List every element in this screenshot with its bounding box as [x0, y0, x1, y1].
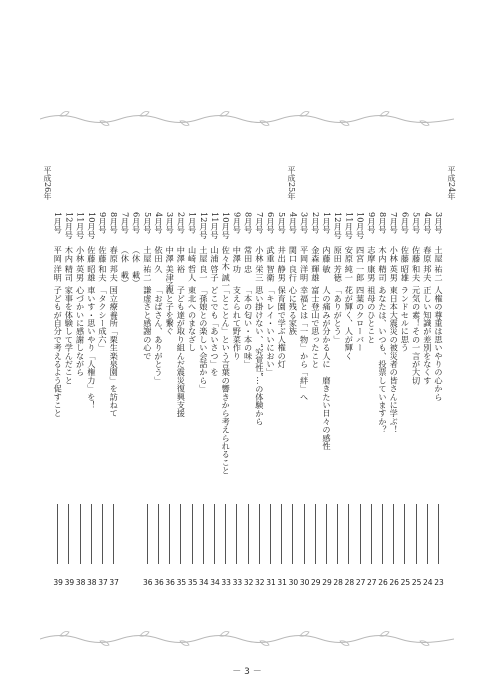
entry-page: 31 [266, 578, 276, 587]
entry-title: 国立療養所「栗生楽泉園」を訪ねて [109, 286, 120, 418]
toc-entry [389, 212, 399, 588]
entry-title: 「ありがとう」 [333, 286, 344, 344]
entry-author: 関口 良行 [288, 246, 299, 282]
leader-line [91, 504, 92, 564]
leader-line [203, 504, 204, 564]
entry-title: 「とことん」という言葉の響きから考えられること [221, 286, 232, 475]
leader-line [404, 504, 405, 564]
entry-month: 10月号 [221, 212, 232, 239]
entry-title: 「おばさん、ありがとう」 [154, 286, 164, 385]
year-heading: 平成25年 [287, 166, 296, 201]
entry-page: 36 [143, 578, 153, 587]
entry-page: 37 [109, 578, 119, 587]
toc-entry [199, 212, 209, 588]
entry-author: 井出 静男 [277, 246, 288, 282]
toc-entry [434, 212, 444, 588]
entry-month: 3月号 [434, 212, 444, 234]
toc-entry [322, 212, 332, 588]
entry-title: 人権の尊重は思いやりの心から [434, 286, 444, 401]
entry-author: 平岡 洋明 [299, 246, 310, 282]
entry-month: 7月号 [120, 212, 131, 234]
toc-entry [266, 212, 276, 588]
entry-month: 5月号 [142, 212, 153, 234]
entry-month: 6月号 [266, 212, 276, 234]
entry-page: 23 [434, 578, 444, 587]
leader-line [169, 504, 170, 564]
entry-page: 32 [243, 578, 254, 587]
entry-page: 28 [344, 578, 355, 587]
entry-title: 子どもが自分で考えるよう促すこと [53, 286, 64, 418]
entry-page: 30 [288, 578, 299, 587]
entry-month: 5月号 [277, 212, 288, 234]
entry-month: 1月号 [53, 212, 64, 234]
entry-page: 26 [389, 578, 399, 587]
page-number: － 3 － [232, 667, 262, 677]
leader-line [348, 504, 349, 564]
vine-ornament-bottom [40, 628, 454, 650]
entry-month: 9月号 [366, 212, 377, 234]
leader-line [192, 504, 193, 564]
toc-entry [109, 212, 119, 588]
entry-page: 32 [255, 578, 265, 587]
entry-author: 依田 久 [154, 246, 164, 274]
entry-author: 金森 輝雄 [310, 246, 321, 282]
entry-page: 29 [322, 578, 332, 587]
entry-month: 10月号 [86, 212, 97, 239]
entry-author: 土屋 祐二 [434, 246, 444, 282]
entry-author: 中澤 裕 [176, 246, 187, 274]
entry-author: 春原 邦夫 [422, 246, 433, 282]
entry-author: 春原 邦夫 [109, 246, 120, 282]
leader-line [57, 504, 58, 564]
entry-title: 謙虚さと感謝の心で [142, 286, 153, 360]
toc-entry [76, 212, 86, 588]
toc-entry [64, 212, 74, 588]
toc-entry [288, 212, 298, 588]
entry-title: 幸福とは「一物」から「絆」へ [299, 286, 310, 401]
entry-author: 佐々木 誠一 [221, 246, 232, 290]
entry-title: 親と子を繋ぐ [165, 286, 176, 336]
entry-author: 木内 精司 [378, 246, 388, 282]
leader-line [259, 504, 260, 564]
entry-month: 1月号 [322, 212, 332, 234]
toc-entry [232, 212, 242, 588]
leader-line [315, 504, 316, 564]
entry-month: 4月号 [422, 212, 433, 234]
entry-title: 「タクシー成六」 [98, 286, 108, 352]
entry-title: 人の痛みが分かる人に 磨きたい日々の感性 [322, 286, 332, 450]
entry-month: 4月号 [154, 212, 164, 234]
table-of-contents [40, 150, 460, 590]
entry-month: 11月号 [210, 212, 220, 239]
leader-line [393, 504, 394, 564]
toc-entry [132, 212, 142, 588]
entry-author: 志摩 康男 [366, 246, 377, 282]
toc-entry [255, 212, 265, 588]
entry-title: 心に残る家族 [288, 286, 299, 336]
entry-title: 祖母のひとこと [366, 286, 377, 344]
entry-month: 7月号 [254, 212, 265, 234]
entry-title: 東北へのまなざし [187, 286, 198, 352]
entry-page: 36 [154, 578, 164, 587]
entry-page: 30 [299, 578, 310, 587]
entry-title: 子ども達が取り組んだ震災復興支援 [176, 286, 187, 418]
year-heading: 平成26年 [43, 166, 52, 201]
entry-page: 34 [199, 578, 209, 587]
entry-author: 平岡 洋明 [53, 246, 64, 282]
entry-author: 武重 智衛 [266, 246, 276, 282]
entry-page: 37 [98, 578, 108, 587]
entry-author: 佐藤 昭雄 [400, 246, 411, 282]
entry-page: 33 [221, 578, 231, 587]
entry-month: 3月号 [299, 212, 310, 234]
leader-line [360, 504, 361, 564]
toc-entry [378, 212, 388, 588]
entry-month: 11月号 [344, 212, 355, 239]
leader-line [382, 504, 383, 564]
entry-page: 29 [311, 578, 321, 587]
leader-line [147, 504, 148, 564]
entry-title: 東日本大震災の被災者の皆さんに学ぶ！ [389, 286, 400, 434]
leader-line [371, 504, 372, 564]
entry-author: 小林 栄三 [254, 246, 265, 282]
leader-line [337, 504, 338, 564]
leader-line [113, 504, 114, 564]
entry-page: 39 [53, 578, 63, 587]
entry-page: 39 [64, 578, 75, 587]
entry-title: 車いす・思いやり「人権力」を！ [86, 286, 97, 409]
leader-line [427, 504, 428, 564]
leader-line [102, 504, 103, 564]
entry-author: 小林 英男 [75, 246, 86, 282]
leader-line [326, 504, 327, 564]
toc-entry [277, 212, 287, 588]
leader-line [180, 504, 181, 564]
entry-month: 9月号 [232, 212, 243, 234]
entry-author: 常田 忠 [243, 246, 254, 274]
toc-entry [154, 212, 164, 588]
entry-month: 6月号 [400, 212, 411, 234]
toc-entry [400, 212, 410, 588]
leader-line [80, 504, 81, 564]
entry-month: 8月号 [243, 212, 254, 234]
entry-author: 原田 芳徳 [333, 246, 344, 282]
entry-author: 四宮 一郎 [355, 246, 366, 282]
entry-page: 38 [87, 578, 97, 587]
vine-ornament-top [40, 108, 454, 130]
toc-entry [333, 212, 343, 588]
entry-month: 8月号 [109, 212, 120, 234]
entry-month: 11月号 [75, 212, 86, 239]
toc-entry [176, 212, 186, 588]
leader-line [292, 504, 293, 564]
entry-author: 内藤 敏 [322, 246, 332, 274]
toc-entry [87, 212, 97, 588]
entry-author: 土屋 良一 [198, 246, 209, 282]
entry-page: 26 [378, 578, 388, 587]
leader-line [214, 504, 215, 564]
entry-title: どこでも「あいさつ」を [210, 286, 220, 377]
entry-page: 31 [277, 578, 287, 587]
entry-author: （休 載） [131, 246, 142, 287]
entry-month: 7月号 [389, 212, 400, 234]
entry-page: 34 [210, 578, 220, 587]
leader-line [416, 504, 417, 564]
toc-entry [53, 212, 63, 588]
leader-line [225, 504, 226, 564]
entry-month: 4月号 [288, 212, 299, 234]
entry-author: 中澤 美津子 [165, 246, 176, 290]
year-heading: 平成24年 [447, 166, 456, 201]
toc-entry [188, 212, 198, 588]
toc-entry [423, 212, 433, 588]
leader-line [270, 504, 271, 564]
entry-title: 花が輝く、人が輝く [344, 286, 355, 360]
entry-title: 支えられて野菜作り [232, 286, 243, 360]
toc-entry [221, 212, 231, 588]
entry-title: ランドセルに思う [400, 286, 411, 352]
entry-title: 保育園で学ぶ人権の灯 [277, 286, 288, 368]
entry-title: 心づかいに感謝しながら [75, 286, 86, 377]
entry-author: 山崎 哲人 [187, 246, 198, 282]
entry-title: 四葉のクローバー [355, 286, 366, 352]
leader-line [438, 504, 439, 564]
leader-line [236, 504, 237, 564]
entry-author: 中澤 功 [232, 246, 243, 274]
entry-title: 正しい知識が差別をなくす [422, 286, 433, 385]
leader-line [68, 504, 69, 564]
toc-entry [143, 212, 153, 588]
entry-title: 思い掛けない、“究覚性”…の体験から [254, 286, 265, 426]
entry-month: 1月号 [187, 212, 198, 234]
entry-month: 5月号 [411, 212, 422, 234]
entry-author: 佐藤 和夫 [98, 246, 108, 282]
toc-entry [367, 212, 377, 588]
entry-page: 38 [75, 578, 86, 587]
entry-page: 35 [187, 578, 198, 587]
entry-month: 12月号 [64, 212, 75, 239]
entry-month: 2月号 [176, 212, 187, 234]
entry-month: 3月号 [165, 212, 176, 234]
toc-entry [311, 212, 321, 588]
entry-page: 35 [176, 578, 187, 587]
entry-month: 12月号 [333, 212, 344, 239]
entry-page: 36 [165, 578, 175, 587]
toc-entry [356, 212, 366, 588]
entry-author: （休 載） [120, 246, 131, 287]
entry-page: 28 [333, 578, 343, 587]
entry-month: 10月号 [355, 212, 366, 239]
entry-author: 安原 純一 [344, 246, 355, 282]
toc-entry [210, 212, 220, 588]
entry-title: 富士登山で思ったこと [310, 286, 321, 368]
toc-entry [244, 212, 254, 588]
entry-author: 木内 精司 [64, 246, 75, 282]
entry-page: 33 [232, 578, 243, 587]
entry-month: 8月号 [378, 212, 388, 234]
entry-page: 25 [411, 578, 422, 587]
entry-title: 「本の匂い・本の味」 [243, 286, 254, 368]
entry-title: 家事を体験して学んだこと [64, 286, 75, 385]
toc-entry [165, 212, 175, 588]
entry-month: 6月号 [131, 212, 142, 234]
entry-page: 27 [367, 578, 377, 587]
entry-month: 9月号 [98, 212, 108, 234]
entry-month: 12月号 [198, 212, 209, 239]
leader-line [158, 504, 159, 564]
entry-author: 山浦 啓子 [210, 246, 220, 282]
entry-author: 佐藤 昭雄 [86, 246, 97, 282]
leader-line [248, 504, 249, 564]
toc-entry [344, 212, 354, 588]
toc-entry [300, 212, 310, 588]
entry-page: 27 [355, 578, 366, 587]
entry-title: 「キレイ・いいにおい」 [266, 286, 276, 377]
toc-entry [98, 212, 108, 588]
entry-page: 24 [423, 578, 433, 587]
leader-line [281, 504, 282, 564]
entry-title: あなたは、いつも、投票していますか？ [378, 286, 388, 434]
toc-entry [412, 212, 422, 588]
entry-author: 土屋 祐二 [142, 246, 153, 282]
toc-entry [120, 212, 130, 588]
leader-line [304, 504, 305, 564]
entry-title: 元気の素！その一言が大切 [411, 286, 422, 385]
entry-author: 小林 英男 [389, 246, 400, 282]
entry-author: 佐藤 和夫 [411, 246, 422, 282]
entry-title: 「孫娘との楽しい会話から」 [198, 286, 209, 393]
entry-month: 2月号 [310, 212, 321, 234]
entry-page: 25 [400, 578, 411, 587]
